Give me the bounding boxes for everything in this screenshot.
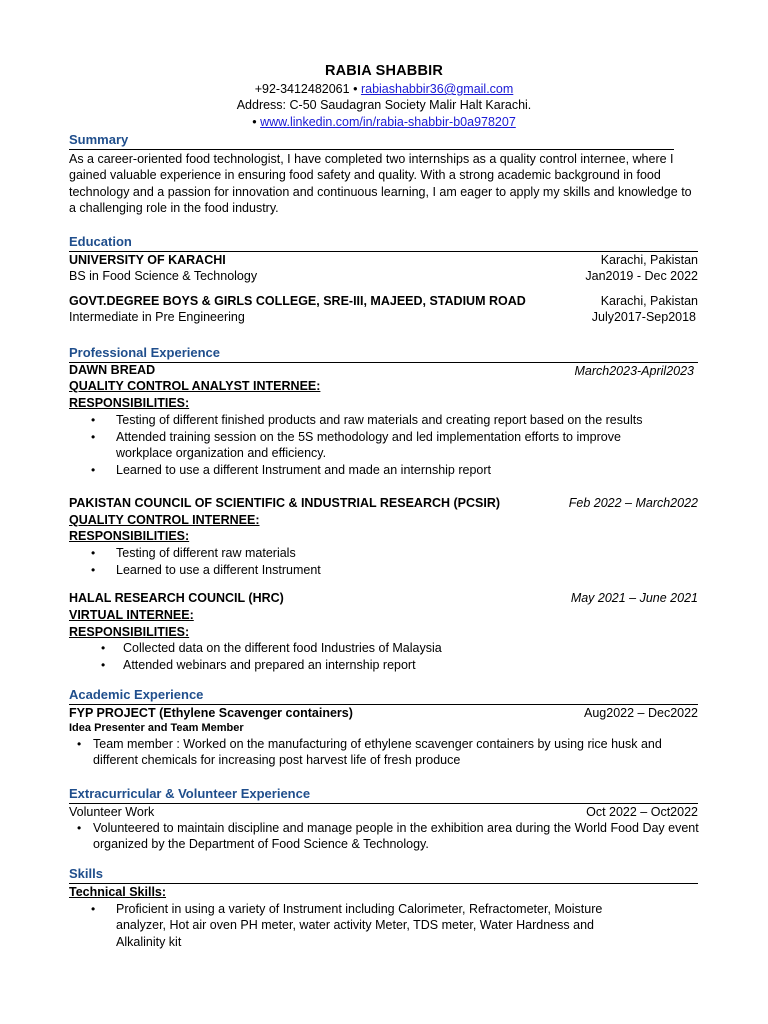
- academic-project: FYP PROJECT (Ethylene Scavenger containers): [69, 706, 353, 720]
- responsibility-item: Attended training session on the 5S methodology and led implementation efforts to improve workplace organization and efficiency.: [116, 430, 621, 461]
- academic-heading: Academic Experience: [69, 687, 204, 702]
- responsibilities-label: RESPONSIBILITIES:: [69, 396, 190, 410]
- bullet-icon: •: [91, 430, 96, 444]
- education-degree: Intermediate in Pre Engineering: [69, 310, 245, 324]
- bullet-icon: •: [77, 821, 82, 835]
- bullet-icon: •: [91, 546, 96, 560]
- education-degree: BS in Food Science & Technology: [69, 269, 258, 283]
- experience-role: QUALITY CONTROL INTERNEE:: [69, 513, 260, 527]
- responsibility-item: Testing of different finished products and raw materials and creating report based on the results: [116, 413, 643, 427]
- skills-bullet: Proficient in using a variety of Instrument including Calorimeter, Refractometer, Moisture analyzer, Hot air oven PH meter, water activity Meter, TDS meter, Water Hardness and Alkalinity kit: [116, 902, 603, 949]
- contact-line: [0, 82, 768, 96]
- bullet-icon: •: [91, 563, 96, 577]
- experience-org: HALAL RESEARCH COUNCIL (HRC): [69, 591, 284, 605]
- experience-role: QUALITY CONTROL ANALYST INTERNEE:: [69, 379, 321, 393]
- education-dates: Jan2019 - Dec 2022: [585, 269, 698, 283]
- responsibility-item: Collected data on the different food Industries of Malaysia: [123, 641, 442, 655]
- bullet-icon: •: [91, 413, 96, 427]
- education-school: GOVT.DEGREE BOYS & GIRLS COLLEGE, SRE-III, MAJEED, STADIUM ROAD: [69, 294, 526, 308]
- academic-dates: Aug2022 – Dec2022: [584, 706, 698, 720]
- volunteer-title: Volunteer Work: [69, 805, 155, 819]
- summary-heading: Summary: [69, 132, 129, 147]
- bullet-icon: •: [101, 641, 106, 655]
- separator-dot: •: [353, 82, 358, 96]
- bullet-icon: •: [101, 658, 106, 672]
- responsibility-item: Learned to use a different Instrument and made an internship report: [116, 463, 492, 477]
- bullet-icon: •: [77, 737, 82, 751]
- address: Address: C-50 Saudagran Society Malir Halt Karachi.: [236, 98, 532, 112]
- phone-number: +92-3412482061: [254, 82, 350, 96]
- responsibility-item: Learned to use a different Instrument: [116, 563, 321, 577]
- extracurricular-heading: Extracurricular & Volunteer Experience: [69, 786, 311, 801]
- volunteer-bullet: Volunteered to maintain discipline and manage people in the exhibition area during the World Food Day event organized by the Department of Food Science & Technology.: [93, 821, 699, 852]
- summary-divider: [69, 149, 674, 150]
- experience-role: VIRTUAL INTERNEE:: [69, 608, 194, 622]
- technical-skills-label: Technical Skills:: [69, 885, 167, 899]
- linkedin-line: [0, 115, 768, 129]
- skills-heading: Skills: [69, 866, 103, 881]
- experience-dates: March2023-April2023: [574, 364, 694, 378]
- responsibilities-label: RESPONSIBILITIES:: [69, 529, 190, 543]
- candidate-name: RABIA SHABBIR: [324, 63, 444, 79]
- academic-role: Idea Presenter and Team Member: [69, 722, 244, 734]
- education-location: Karachi, Pakistan: [600, 253, 698, 267]
- experience-dates: Feb 2022 – March2022: [568, 496, 698, 510]
- responsibility-item: Attended webinars and prepared an internship report: [123, 658, 416, 672]
- education-school: UNIVERSITY OF KARACHI: [69, 253, 226, 267]
- education-location: Karachi, Pakistan: [600, 294, 698, 308]
- experience-heading: Professional Experience: [69, 345, 221, 360]
- linkedin-link[interactable]: www.linkedin.com/in/rabia-shabbir-b0a978207: [260, 115, 516, 129]
- academic-bullet: Team member : Worked on the manufacturing of ethylene scavenger containers by using rice husk and different chemicals for increasing post harvest life of fresh produce: [93, 737, 662, 768]
- separator-dot: •: [252, 115, 257, 129]
- experience-dates: May 2021 – June 2021: [570, 591, 698, 605]
- responsibility-item: Testing of different raw materials: [116, 546, 296, 560]
- bullet-icon: •: [91, 463, 96, 477]
- experience-org: PAKISTAN COUNCIL OF SCIENTIFIC & INDUSTRIAL RESEARCH (PCSIR): [69, 496, 501, 510]
- volunteer-dates: Oct 2022 – Oct2022: [586, 805, 698, 819]
- email-link[interactable]: rabiashabbir36@gmail.com: [360, 82, 514, 96]
- bullet-icon: •: [91, 902, 96, 916]
- summary-text: As a career-oriented food technologist, I have completed two internships as a quality control internee, where I gained valuable experience in ensuring food safety and quality. With a strong academic background in food technology and a passion for innovation and continuous learning, I am eager to apply my skills and knowledge to a challenging role in the food industry.: [69, 152, 692, 216]
- responsibilities-label: RESPONSIBILITIES:: [69, 625, 190, 639]
- experience-org: DAWN BREAD: [69, 363, 156, 377]
- education-dates: July2017-Sep2018: [591, 310, 696, 324]
- education-heading: Education: [69, 234, 132, 249]
